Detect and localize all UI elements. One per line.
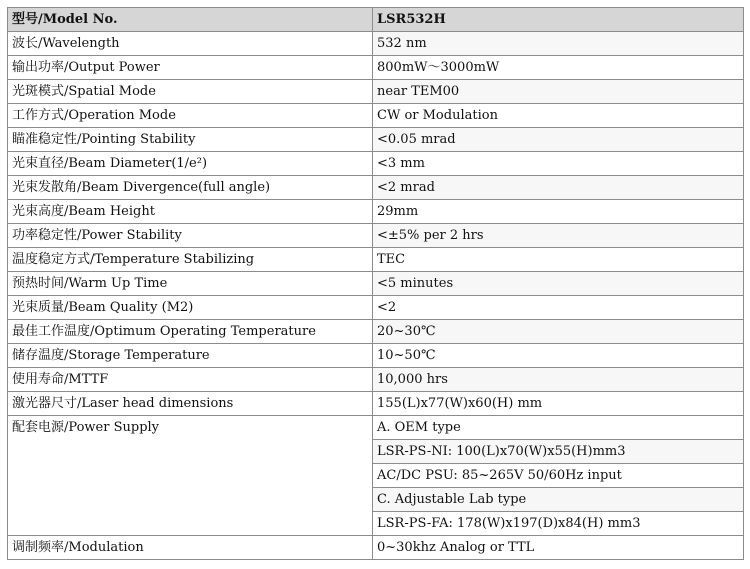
spec-value: 532 nm [373, 32, 744, 56]
spec-label: 工作方式/Operation Mode [8, 104, 373, 128]
table-row [8, 104, 744, 128]
table-row [8, 272, 744, 296]
spec-value: TEC [373, 248, 744, 272]
spec-label: 光束发散角/Beam Divergence(full angle) [8, 176, 373, 200]
table-header-row [8, 8, 744, 32]
spec-value: near TEM00 [373, 80, 744, 104]
table-row [8, 200, 744, 224]
table-row [8, 368, 744, 392]
spec-label: 瞄准稳定性/Pointing Stability [8, 128, 373, 152]
spec-label: 使用寿命/MTTF [8, 368, 373, 392]
spec-value: 800mW～3000mW [373, 56, 744, 80]
modulation-row [8, 536, 744, 560]
spec-value: 10~50℃ [373, 344, 744, 368]
power-supply-value: C. Adjustable Lab type [373, 488, 744, 512]
spec-value: <3 mm [373, 152, 744, 176]
table-row [8, 128, 744, 152]
power-supply-value: LSR-PS-FA: 178(W)x197(D)x84(H) mm3 [373, 512, 744, 536]
spec-value: <5 minutes [373, 272, 744, 296]
modulation-value: 0~30khz Analog or TTL [373, 536, 744, 560]
table-row [8, 248, 744, 272]
spec-value: <2 [373, 296, 744, 320]
spec-label: 激光器尺寸/Laser head dimensions [8, 392, 373, 416]
power-supply-value: AC/DC PSU: 85~265V 50/60Hz input [373, 464, 744, 488]
table-row [8, 344, 744, 368]
spec-label: 波长/Wavelength [8, 32, 373, 56]
spec-value: <0.05 mrad [373, 128, 744, 152]
spec-label: 预热时间/Warm Up Time [8, 272, 373, 296]
spec-value: 29mm [373, 200, 744, 224]
table-row [8, 152, 744, 176]
power-supply-value: LSR-PS-NI: 100(L)x70(W)x55(H)mm3 [373, 440, 744, 464]
spec-label: 功率稳定性/Power Stability [8, 224, 373, 248]
spec-label: 光斑模式/Spatial Mode [8, 80, 373, 104]
spec-label: 输出功率/Output Power [8, 56, 373, 80]
table-row [8, 80, 744, 104]
table-row [8, 296, 744, 320]
table-row [8, 392, 744, 416]
spec-label: 光束高度/Beam Height [8, 200, 373, 224]
table-row [8, 32, 744, 56]
spec-value: 20~30℃ [373, 320, 744, 344]
table-row [8, 56, 744, 80]
power-supply-value: A. OEM type [373, 416, 744, 440]
table-row [8, 176, 744, 200]
spec-value: <±5% per 2 hrs [373, 224, 744, 248]
modulation-label: 调制频率/Modulation [8, 536, 373, 560]
model-label: 型号/Model No. [8, 8, 373, 32]
spec-label: 温度稳定方式/Temperature Stabilizing [8, 248, 373, 272]
spec-label: 光束质量/Beam Quality (M2) [8, 296, 373, 320]
spec-value: <2 mrad [373, 176, 744, 200]
power-supply-row [8, 416, 744, 440]
spec-value: CW or Modulation [373, 104, 744, 128]
table-row [8, 320, 744, 344]
spec-label: 光束直径/Beam Diameter(1/e²) [8, 152, 373, 176]
model-value: LSR532H [373, 8, 744, 32]
spec-value: 155(L)x77(W)x60(H) mm [373, 392, 744, 416]
spec-table [7, 7, 744, 560]
power-supply-label: 配套电源/Power Supply [8, 416, 373, 536]
spec-label: 储存温度/Storage Temperature [8, 344, 373, 368]
spec-label: 最佳工作温度/Optimum Operating Temperature [8, 320, 373, 344]
spec-value: 10,000 hrs [373, 368, 744, 392]
table-row [8, 224, 744, 248]
